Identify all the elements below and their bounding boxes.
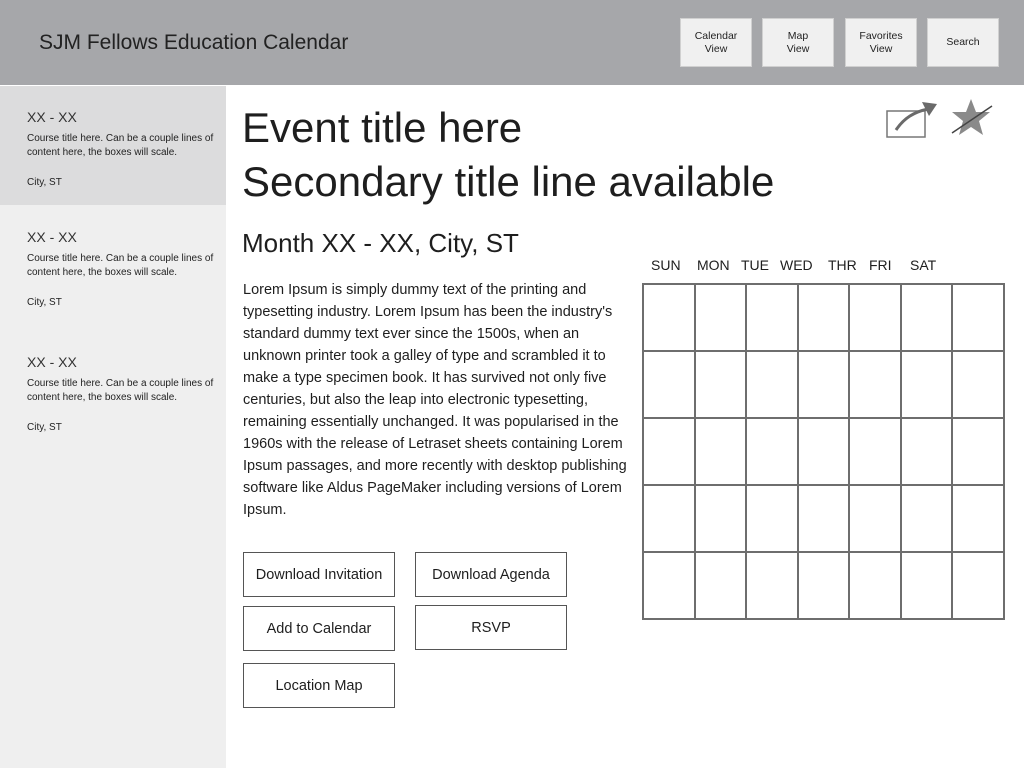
sidebar-item-city: City, ST xyxy=(27,422,62,433)
calendar-day-cell[interactable] xyxy=(902,285,954,352)
app-title: SJM Fellows Education Calendar xyxy=(39,31,349,54)
weekday-sat: SAT xyxy=(910,257,937,273)
calendar-day-cell[interactable] xyxy=(747,419,799,486)
calendar-view-button[interactable] xyxy=(680,18,752,67)
sidebar-item-desc: Course title here. Can be a couple lines of content here, the boxes will scale. xyxy=(27,133,214,158)
map-view-label: Map View xyxy=(786,29,810,55)
calendar-day-cell[interactable] xyxy=(696,419,748,486)
weekday-wed: WED xyxy=(780,257,813,273)
calendar-day-cell[interactable] xyxy=(747,352,799,419)
calendar-day-cell[interactable] xyxy=(902,419,954,486)
download-agenda-button[interactable]: Download Agenda xyxy=(415,552,567,597)
search-label: Search xyxy=(946,36,980,48)
sidebar-item-date: XX - XX xyxy=(27,354,77,370)
calendar-day-cell[interactable] xyxy=(799,553,851,620)
event-date-location: Month XX - XX, City, ST xyxy=(242,228,519,258)
calendar-day-cell[interactable] xyxy=(644,553,696,620)
app-header xyxy=(0,0,1024,85)
calendar-day-cell[interactable] xyxy=(902,486,954,553)
calendar-day-cell[interactable] xyxy=(850,352,902,419)
calendar-day-cell[interactable] xyxy=(696,352,748,419)
calendar-day-cell[interactable] xyxy=(953,553,1005,620)
calendar-day-cell[interactable] xyxy=(953,285,1005,352)
calendar-day-cell[interactable] xyxy=(644,419,696,486)
event-description: Lorem Ipsum is simply dummy text of the printing and typesetting industry. Lorem Ipsum has been the industry's standard dummy text ever since the 1500s, when an unknown printer took a galley of type and scrambled it to make a type specimen book. It has survived not only five centuries, but also the leap into electronic typesetting, remaining essentially unchanged. It was popularised in the 1960s with the release of Letraset sheets containing Lorem Ipsum passages, and more recently with desktop publishing software like Aldus PageMaker including versions of Lorem Ipsum. xyxy=(243,282,627,518)
sidebar-item-date: XX - XX xyxy=(27,109,77,125)
share-icon[interactable] xyxy=(886,100,938,140)
calendar-day-cell[interactable] xyxy=(644,285,696,352)
sidebar-item[interactable] xyxy=(0,206,226,325)
sidebar-item-date: XX - XX xyxy=(27,229,77,245)
sidebar-item[interactable] xyxy=(0,86,226,205)
calendar-day-cell[interactable] xyxy=(696,553,748,620)
event-title-secondary: Secondary title line available xyxy=(242,158,775,205)
sidebar xyxy=(0,86,226,768)
map-view-button[interactable] xyxy=(762,18,834,67)
calendar-day-cell[interactable] xyxy=(850,419,902,486)
calendar-day-cell[interactable] xyxy=(747,553,799,620)
location-map-button[interactable]: Location Map xyxy=(243,663,395,708)
calendar-day-cell[interactable] xyxy=(644,486,696,553)
sidebar-item-city: City, ST xyxy=(27,177,62,188)
add-to-calendar-button[interactable]: Add to Calendar xyxy=(243,606,395,651)
download-invitation-button[interactable]: Download Invitation xyxy=(243,552,395,597)
calendar-day-cell[interactable] xyxy=(799,352,851,419)
calendar-grid xyxy=(642,283,1005,620)
calendar-day-cell[interactable] xyxy=(902,553,954,620)
calendar-day-cell[interactable] xyxy=(644,352,696,419)
calendar-day-cell[interactable] xyxy=(850,285,902,352)
sidebar-item[interactable] xyxy=(0,331,226,450)
weekday-thr: THR xyxy=(828,257,857,273)
sidebar-item-desc: Course title here. Can be a couple lines of content here, the boxes will scale. xyxy=(27,253,214,278)
calendar-day-cell[interactable] xyxy=(696,486,748,553)
calendar-day-cell[interactable] xyxy=(747,486,799,553)
weekday-fri: FRI xyxy=(869,257,892,273)
calendar-day-cell[interactable] xyxy=(902,352,954,419)
calendar-day-cell[interactable] xyxy=(696,285,748,352)
weekday-sun: SUN xyxy=(651,257,681,273)
calendar-day-cell[interactable] xyxy=(953,352,1005,419)
calendar-day-cell[interactable] xyxy=(799,486,851,553)
calendar-day-cell[interactable] xyxy=(953,486,1005,553)
calendar-day-cell[interactable] xyxy=(799,419,851,486)
calendar-day-cell[interactable] xyxy=(747,285,799,352)
sidebar-item-city: City, ST xyxy=(27,297,62,308)
weekday-mon: MON xyxy=(697,257,730,273)
event-title-primary: Event title here xyxy=(242,104,523,151)
star-icon[interactable] xyxy=(948,97,994,139)
calendar-day-cell[interactable] xyxy=(850,486,902,553)
event-title xyxy=(242,101,842,209)
calendar-view-label: Calendar View xyxy=(694,29,738,55)
favorites-view-label: Favorites View xyxy=(859,29,903,55)
calendar-day-cell[interactable] xyxy=(799,285,851,352)
calendar-day-cell[interactable] xyxy=(850,553,902,620)
favorites-view-button[interactable] xyxy=(845,18,917,67)
rsvp-button[interactable]: RSVP xyxy=(415,605,567,650)
sidebar-item-desc: Course title here. Can be a couple lines of content here, the boxes will scale. xyxy=(27,378,214,403)
weekday-tue: TUE xyxy=(741,257,769,273)
search-button[interactable] xyxy=(927,18,999,67)
calendar-day-cell[interactable] xyxy=(953,419,1005,486)
